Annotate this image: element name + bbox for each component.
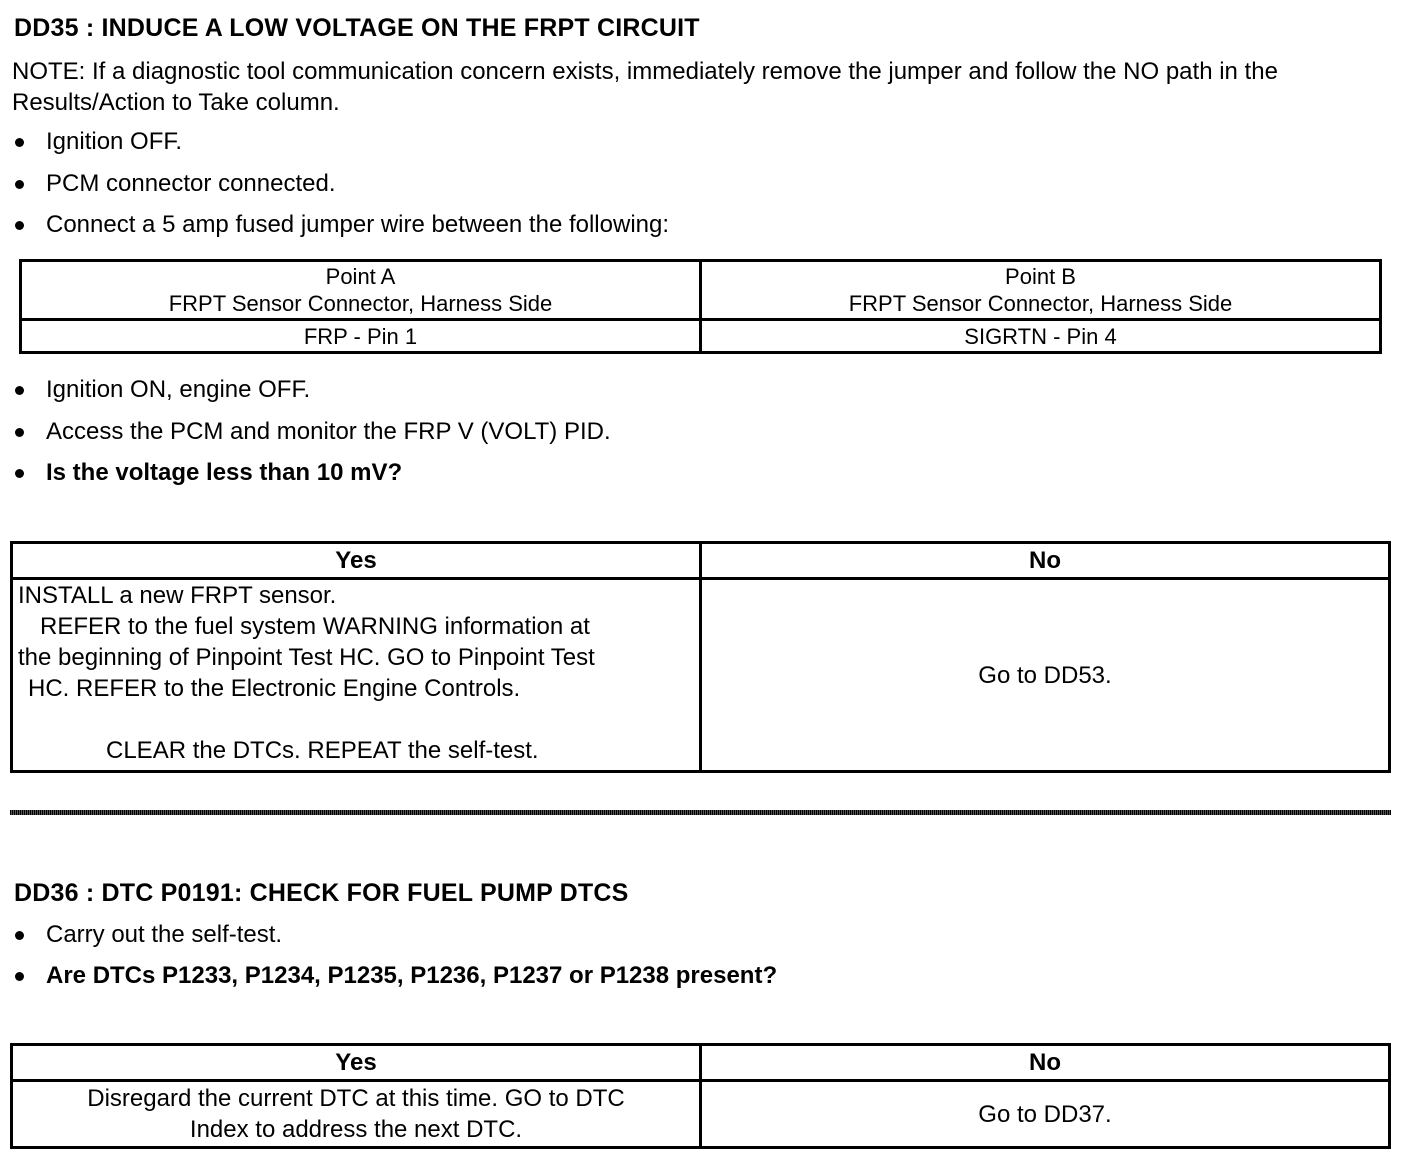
yes-header: Yes bbox=[12, 543, 701, 579]
dd36-result-table bbox=[10, 1043, 1391, 1149]
list-item bbox=[12, 170, 336, 198]
point-a-subtitle: FRPT Sensor Connector, Harness Side bbox=[168, 291, 553, 316]
bullet-icon bbox=[15, 931, 24, 940]
yes-line: INSTALL a new FRPT sensor. bbox=[18, 582, 337, 609]
list-item bbox=[12, 128, 182, 156]
point-a-title: Point A bbox=[325, 264, 396, 289]
step-text: Ignition OFF. bbox=[46, 128, 183, 155]
yes-action bbox=[12, 579, 701, 772]
yes-line: Index to address the next DTC. bbox=[189, 1116, 523, 1143]
dd35-title: DD35 : INDUCE A LOW VOLTAGE ON THE FRPT CIRCUIT bbox=[14, 14, 700, 42]
bullet-icon bbox=[15, 428, 24, 437]
section-divider bbox=[10, 810, 1391, 815]
list-item bbox=[12, 211, 669, 239]
list-item bbox=[12, 962, 777, 990]
jumper-pin-table bbox=[19, 259, 1382, 354]
point-b-subtitle: FRPT Sensor Connector, Harness Side bbox=[848, 291, 1233, 316]
yes-line: Disregard the current DTC at this time. GO to DTC bbox=[87, 1085, 625, 1112]
yes-line: HC. REFER to the Electronic Engine Controls. bbox=[28, 675, 521, 702]
step-text: Connect a 5 amp fused jumper wire between the following: bbox=[46, 211, 670, 238]
list-item bbox=[12, 459, 402, 487]
point-b-header bbox=[701, 261, 1381, 320]
dd35-note: NOTE: If a diagnostic tool communication concern exists, immediately remove the jumper and follow the NO path in the Results/Action to Take column. bbox=[12, 58, 1278, 116]
list-item bbox=[12, 418, 611, 446]
step-text: Access the PCM and monitor the FRP V (VOLT) PID. bbox=[46, 418, 611, 445]
bullet-icon bbox=[15, 180, 24, 189]
bullet-icon bbox=[15, 386, 24, 395]
point-a-header bbox=[21, 261, 701, 320]
question-text: Are DTCs P1233, P1234, P1235, P1236, P1237 or P1238 present? bbox=[46, 962, 778, 989]
bullet-icon bbox=[15, 138, 24, 147]
no-action: Go to DD53. bbox=[701, 579, 1390, 772]
list-item bbox=[12, 376, 310, 404]
point-b-pin: SIGRTN - Pin 4 bbox=[701, 320, 1381, 353]
no-header: No bbox=[701, 1045, 1390, 1081]
dd36-title: DD36 : DTC P0191: CHECK FOR FUEL PUMP DTCS bbox=[14, 879, 629, 907]
yes-line: REFER to the fuel system WARNING information at bbox=[40, 613, 590, 640]
bullet-icon bbox=[15, 469, 24, 478]
step-text: PCM connector connected. bbox=[46, 170, 336, 197]
point-a-pin: FRP - Pin 1 bbox=[21, 320, 701, 353]
yes-line: the beginning of Pinpoint Test HC. GO to Pinpoint Test bbox=[18, 644, 595, 671]
step-text: Ignition ON, engine OFF. bbox=[46, 376, 311, 403]
point-b-title: Point B bbox=[1005, 264, 1076, 289]
bullet-icon bbox=[15, 221, 24, 230]
yes-action bbox=[12, 1081, 701, 1148]
no-action: Go to DD37. bbox=[701, 1081, 1390, 1148]
no-header: No bbox=[701, 543, 1390, 579]
list-item bbox=[12, 921, 282, 949]
yes-line: CLEAR the DTCs. REPEAT the self-test. bbox=[106, 737, 539, 764]
question-text: Is the voltage less than 10 mV? bbox=[46, 459, 403, 486]
step-text: Carry out the self-test. bbox=[46, 921, 283, 948]
dd35-result-table bbox=[10, 541, 1391, 773]
yes-header: Yes bbox=[12, 1045, 701, 1081]
bullet-icon bbox=[15, 972, 24, 981]
